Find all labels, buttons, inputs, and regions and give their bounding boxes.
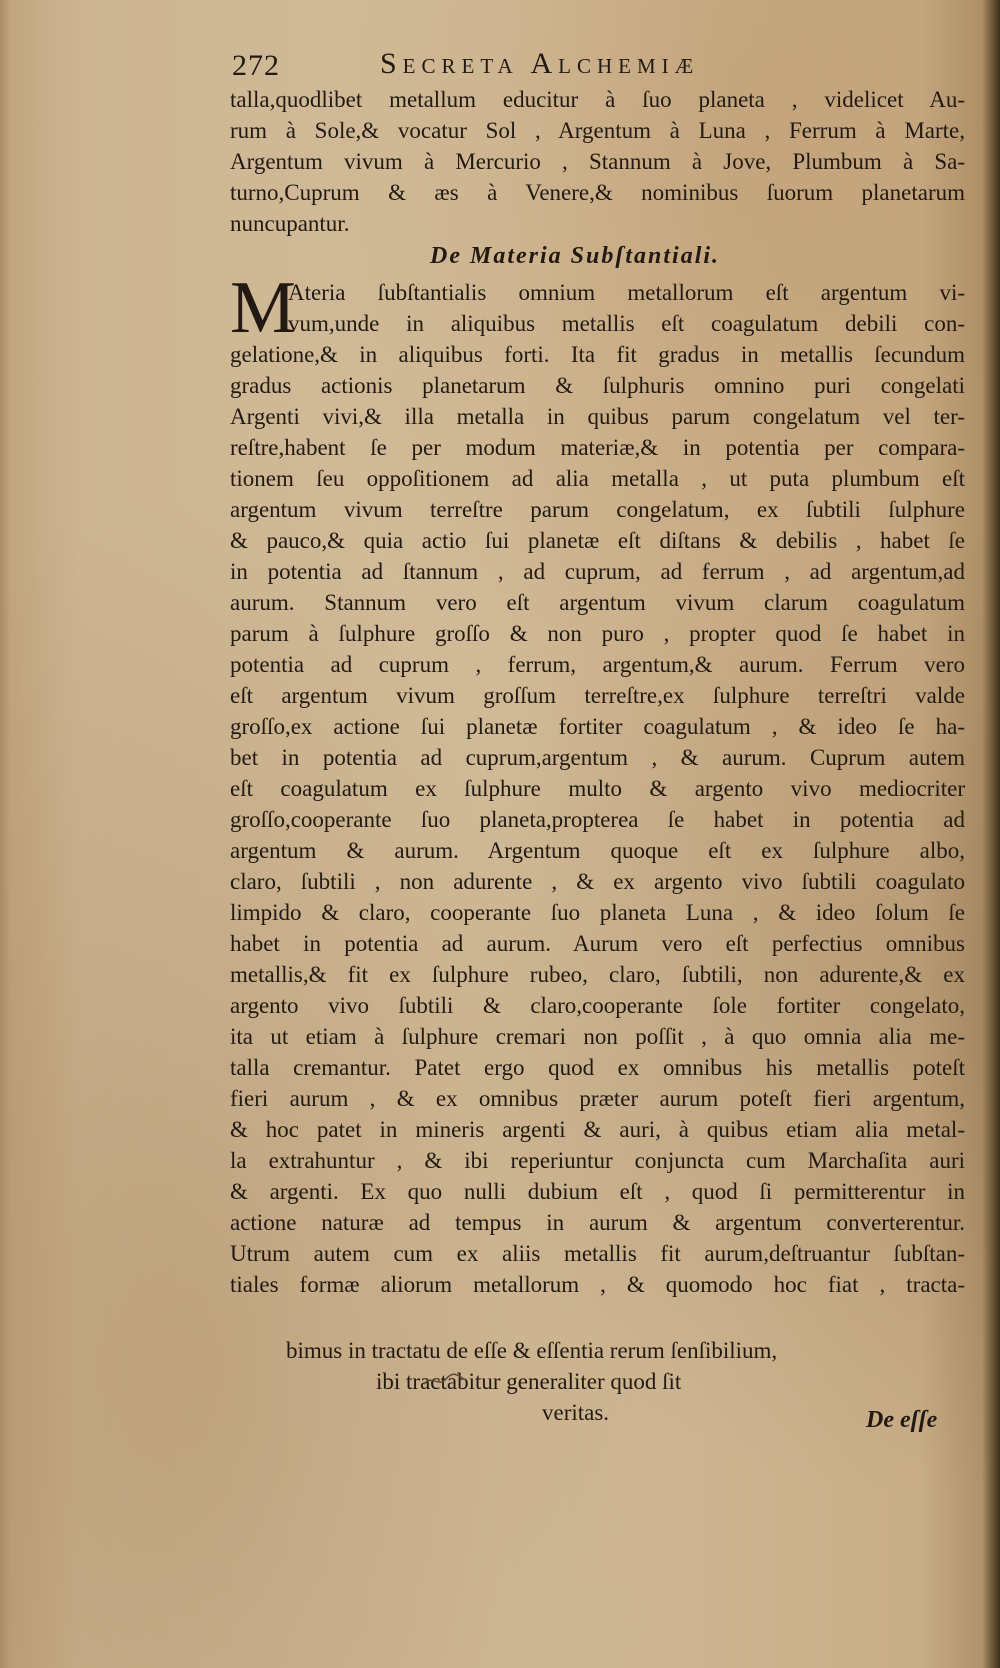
text-line: la extrahuntur , & ibi reperiuntur conjuncta cum Marchaſita auri [230,1148,965,1173]
text-line: actione naturæ ad tempus in aurum & argentum converterentur. [230,1210,965,1235]
drop-cap: M [230,267,296,349]
text-line: ita ut etiam à ſulphure cremari non poſſit , à quo omnia alia me- [230,1024,965,1049]
text-line: vum,unde in aliquibus metallis eſt coagulatum debili con- [288,311,965,336]
text-line: habet in potentia ad aurum. Aurum vero eſt perfectius omnibus [230,931,965,956]
text-line: rum à Sole,& vocatur Sol , Argentum à Luna , Ferrum à Marte, [230,118,965,143]
text-line: limpido & claro, cooperante ſuo planeta Luna , & ideo ſolum ſe [230,900,965,925]
text-line: bimus in tractatu de eſſe & eſſentia rerum ſenſibilium, [286,1338,778,1363]
text-line: reſtre,habent ſe per modum materiæ,& in potentia per compara- [230,435,965,460]
text-block-2 [230,267,965,1300]
text-line: & argenti. Ex quo nulli dubium eſt , quod ſi permitterentur in [230,1179,965,1204]
text-line: veritas. [542,1400,610,1425]
text-line: & pauco,& quia actio ſui planetæ eſt diſtans & debilis , habet ſe [230,528,965,553]
running-head [232,47,992,87]
text-line: potentia ad cuprum , ferrum, argentum,& aurum. Ferrum vero [230,652,965,677]
text-line: fieri aurum , & ex omnibus præter aurum poteſt fieri argentum, [230,1086,965,1111]
text-line: aurum. Stannum vero eſt argentum vivum clarum coagulatum [230,590,965,615]
catchword: De eſſe [866,1407,938,1433]
text-line: ibi tractabitur generaliter quod ſit [376,1369,682,1394]
text-line: metallis,& fit ex ſulphure rubeo, claro, ſubtili, non adurente,& ex [230,962,965,987]
text-line: groſſo,cooperante ſuo planeta,propterea ſe habet in potentia ad [230,807,965,832]
text-line: & hoc patet in mineris argenti & auri, à quibus etiam alia metal- [230,1117,965,1142]
page-left-edge [0,0,10,1668]
page-right-edge [982,0,1000,1668]
text-line: turno,Cuprum & æs à Venere,& nominibus ſuorum planetarum [230,180,965,205]
text-line: eſt argentum vivum groſſum terreſtre,ex ſulphure terreſtri valde [230,683,965,708]
running-title: Secreta Alchemiæ [380,47,700,80]
text-line: claro, ſubtili , non adurente , & ex argento vivo ſubtili coagulato [230,869,965,894]
text-line: parum à ſulphure groſſo & non puro , propter quod ſe habet in [230,621,965,646]
text-line: Argentum vivum à Mercurio , Stannum à Jove, Plumbum à Sa- [230,149,965,174]
ink-flourish [420,1370,470,1390]
text-line: nuncupantur. [230,211,350,236]
text-line: tiales formæ aliorum metallorum , & quomodo hoc fiat , tracta- [230,1272,965,1297]
text-line: bet in potentia ad cuprum,argentum , & aurum. Cuprum autem [230,745,965,770]
text-line: Utrum autem cum ex aliis metallis fit aurum,deſtruantur ſubſtan- [230,1241,965,1266]
text-line: talla cremantur. Patet ergo quod ex omnibus his metallis poteſt [230,1055,965,1080]
text-line: tionem ſeu oppoſitionem ad alia metalla , ut puta plumbum eſt [230,466,965,491]
text-line: groſſo,ex actione ſui planetæ fortiter coagulatum , & ideo ſe ha- [230,714,965,739]
text-line: eſt coagulatum ex ſulphure multo & argento vivo mediocriter [230,776,965,801]
text-line: in potentia ad ſtannum , ad cuprum, ad ferrum , ad argentum,ad [230,559,965,584]
text-line: Argenti vivi,& illa metalla in quibus parum congelatum vel ter- [230,404,965,429]
closing-lines [230,1335,965,1428]
text-line: gelatione,& in aliquibus forti. Ita fit gradus in metallis ſecundum [230,342,965,367]
text-block-1 [230,84,965,239]
text-line: talla,quodlibet metallum educitur à ſuo planeta , videlicet Au- [230,87,965,112]
text-line: argentum vivum terreſtre parum congelatum, ex ſubtili ſulphure [230,497,965,522]
section-heading: De Materia Subſtantiali. [430,243,721,269]
text-line: argentum & aurum. Argentum quoque eſt ex ſulphure albo, [230,838,965,863]
page-number: 272 [232,49,280,82]
text-line: gradus actionis planetarum & ſulphuris omnino puri congelati [230,373,965,398]
text-line: argento vivo ſubtili & claro,cooperante ſole fortiter congelato, [230,993,965,1018]
text-line: Ateria ſubſtantialis omnium metallorum eſt argentum vi- [288,280,965,305]
